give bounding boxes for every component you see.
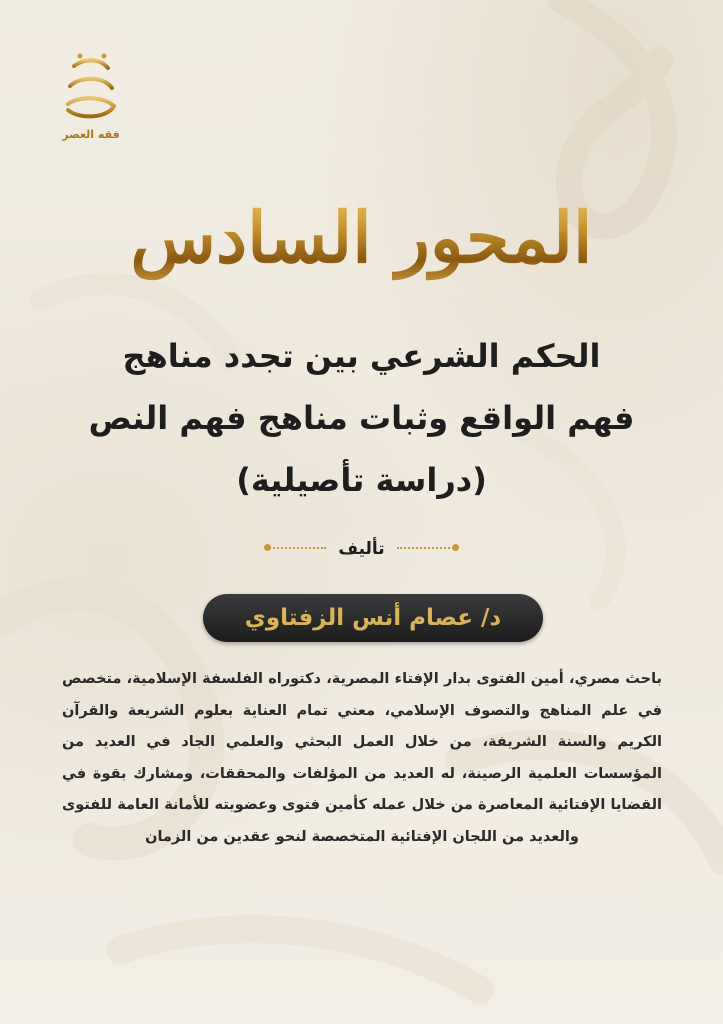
decorative-divider-left bbox=[266, 547, 326, 551]
author-bio: باحث مصري، أمين الفتوى بدار الإفتاء المصرية، دكتوراه الفلسفة الإسلامية، متخصص في علم المناهج والتصوف الإسلامي، معني تمام العناية بعلوم الشريعة والقرآن الكريم والسنة الشريفة، من خلال العمل البحثي والعلمي الجاد في العديد من المؤسسات العلمية الرصينة، له العديد من المؤلفات والمحققات، ومشارك بقوة في القضايا الإفتائية المعاصرة من خلال عمله كأمين فتوى وعضويته للأمانة العامة للفتوى والعديد من اللجان الإفتائية المتخصصة لنحو عقدين من الزمان bbox=[62, 671, 662, 845]
author-label: تأليف bbox=[338, 539, 385, 559]
book-title-line-1: الحكم الشرعي بين تجدد مناهج bbox=[122, 337, 601, 375]
author-name-badge bbox=[203, 594, 543, 642]
author-label-row bbox=[0, 535, 723, 563]
author-name: د/ عصام أنس الزفتاوي bbox=[244, 605, 502, 631]
brand-logo bbox=[55, 48, 127, 148]
calligraphy-logo-icon bbox=[60, 48, 122, 126]
decorative-divider-right bbox=[397, 547, 457, 551]
book-title-line-2: فهم الواقع وثبات مناهج فهم النص bbox=[88, 399, 635, 437]
logo-caption: فقه العصر bbox=[62, 128, 120, 141]
book-title bbox=[40, 325, 683, 511]
section-title: المحور السادس bbox=[0, 183, 723, 293]
book-title-line-3: (دراسة تأصيلية) bbox=[236, 461, 487, 499]
